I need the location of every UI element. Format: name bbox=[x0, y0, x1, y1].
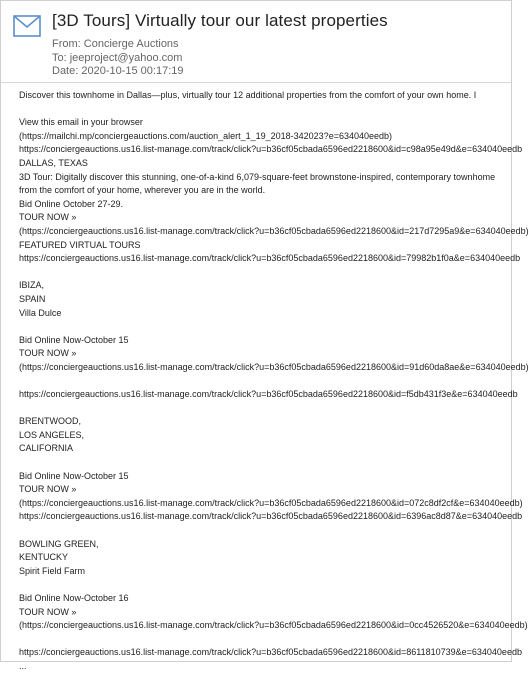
email-date: Date: 2020-10-15 00:17:19 bbox=[52, 65, 184, 77]
body-line: Villa Dulce bbox=[19, 307, 62, 318]
body-line: FEATURED VIRTUAL TOURS bbox=[19, 239, 141, 250]
body-line: from the comfort of your home, wherever you are in the world. bbox=[19, 185, 266, 196]
body-line: https://conciergeauctions.us16.list-manage.com/track/click?u=b36cf05cbada6596ed2218600&id=f5db431f3e&e=634040eedb bbox=[19, 389, 518, 400]
blank-line bbox=[19, 633, 511, 647]
email-intro: Discover this townhome in Dallas—plus, virtually tour 12 additional properties from the comfort of your own home. I bbox=[19, 90, 477, 100]
body-line: TOUR NOW » bbox=[19, 606, 77, 617]
blank-line bbox=[19, 402, 511, 416]
body-line: https://conciergeauctions.us16.list-manage.com/track/click?u=b36cf05cbada6596ed2218600&id=8611810739&e=634040eedb bbox=[19, 647, 522, 658]
email-header bbox=[1, 1, 511, 83]
envelope-icon bbox=[13, 15, 41, 37]
header-divider bbox=[1, 82, 511, 83]
body-line: Bid Online Now-October 15 bbox=[19, 470, 129, 481]
body-line: Bid Online Now-October 15 bbox=[19, 334, 129, 345]
body-line: IBIZA, bbox=[19, 280, 45, 291]
blank-line bbox=[19, 524, 511, 538]
body-line: DALLAS, TEXAS bbox=[19, 157, 88, 168]
blank-line bbox=[19, 578, 511, 592]
email-subject: [3D Tours] Virtually tour our latest properties bbox=[52, 11, 388, 30]
body-line: https://conciergeauctions.us16.list-manage.com/track/click?u=b36cf05cbada6596ed2218600&id=79982b1f0a&e=634040eedb bbox=[19, 253, 521, 264]
body-line: KENTUCKY bbox=[19, 552, 69, 563]
email-body bbox=[19, 89, 529, 674]
body-line: ... bbox=[19, 660, 27, 671]
blank-line bbox=[19, 266, 511, 280]
email-to: To: jeeproject@yahoo.com bbox=[52, 52, 183, 64]
body-line: TOUR NOW » bbox=[19, 348, 77, 359]
body-line: (https://mailchi.mp/conciergeauctions.com/auction_alert_1_19_2018-342023?e=634040eedb) bbox=[19, 130, 393, 141]
body-line: (https://conciergeauctions.us16.list-manage.com/track/click?u=b36cf05cbada6596ed2218600&id=072c8df2cf&e=634040eedb) bbox=[19, 497, 523, 508]
body-line: 3D Tour: Digitally discover this stunning, one-of-a-kind 6,079-square-feet brownstone-inspired, contemporary townhome bbox=[19, 171, 496, 182]
email-body-lines bbox=[19, 116, 529, 673]
body-line: TOUR NOW » bbox=[19, 484, 77, 495]
body-line: BRENTWOOD, bbox=[19, 416, 81, 427]
body-line: BOWLING GREEN, bbox=[19, 538, 99, 549]
body-line: https://conciergeauctions.us16.list-manage.com/track/click?u=b36cf05cbada6596ed2218600&id=c98a95e49d&e=634040eedb bbox=[19, 144, 523, 155]
body-line: Bid Online October 27-29. bbox=[19, 198, 124, 209]
blank-line bbox=[19, 456, 511, 470]
body-line: (https://conciergeauctions.us16.list-manage.com/track/click?u=b36cf05cbada6596ed2218600&id=91d60da8ae&e=634040eedb) bbox=[19, 361, 529, 372]
body-line: Bid Online Now-October 16 bbox=[19, 592, 129, 603]
body-line: Spirit Field Farm bbox=[19, 565, 86, 576]
body-line: https://conciergeauctions.us16.list-manage.com/track/click?u=b36cf05cbada6596ed2218600&id=6396ac8d87&e=634040eedb bbox=[19, 511, 523, 522]
email-from: From: Concierge Auctions bbox=[52, 38, 179, 50]
blank-line bbox=[19, 374, 511, 388]
blank-line bbox=[19, 320, 511, 334]
body-line: (https://conciergeauctions.us16.list-manage.com/track/click?u=b36cf05cbada6596ed2218600&id=0cc4526520&e=634040eedb) bbox=[19, 620, 528, 631]
body-line: CALIFORNIA bbox=[19, 443, 74, 454]
body-line: TOUR NOW » bbox=[19, 212, 77, 223]
body-line: View this email in your browser bbox=[19, 117, 143, 128]
body-line: (https://conciergeauctions.us16.list-manage.com/track/click?u=b36cf05cbada6596ed2218600&id=217d7295a9&e=634040eedb) bbox=[19, 225, 529, 236]
body-line: SPAIN bbox=[19, 293, 46, 304]
body-line: LOS ANGELES, bbox=[19, 429, 85, 440]
